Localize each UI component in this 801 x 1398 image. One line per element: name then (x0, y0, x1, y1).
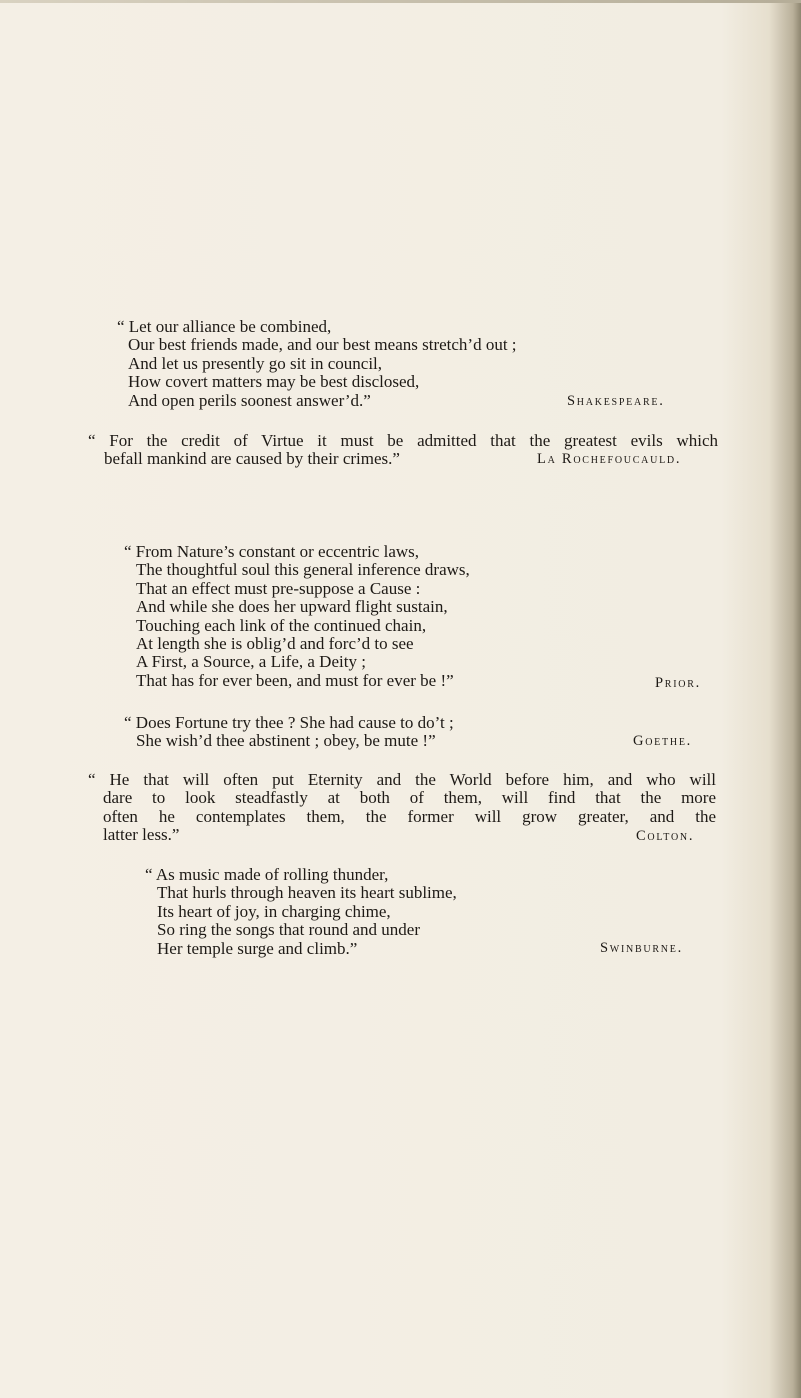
quote-line: “ Does Fortune try thee ? She had cause to do’t ; (124, 713, 454, 732)
quote-line: befall mankind are caused by their crimes.” (104, 449, 400, 469)
author-prior: Prior. (655, 675, 702, 691)
author-colton: Colton. (636, 828, 695, 844)
quote-line: “ Let our alliance be combined, (117, 317, 332, 336)
quote-line: The thoughtful soul this general inference draws, (136, 560, 470, 580)
quote-line: often he contemplates them, the former will grow greater, and the (103, 806, 716, 826)
author-shakespeare: Shakespeare. (567, 393, 665, 409)
page-top-edge (0, 0, 801, 3)
author-goethe: Goethe. (633, 733, 693, 749)
author-la-rochefoucauld: La Rochefoucauld. (537, 451, 682, 467)
quote-line: Our best friends made, and our best means stretch’d out ; (128, 335, 517, 355)
quote-colton (88, 771, 716, 845)
quote-swinburne (145, 866, 457, 958)
quote-line: And let us presently go sit in council, (128, 353, 383, 373)
author-swinburne: Swinburne. (600, 940, 683, 956)
quote-line: She wish’d thee abstinent ; obey, be mute !” (136, 731, 436, 751)
quote-line: “ For the credit of Virtue it must be admitted that the greatest evils which (88, 431, 718, 450)
quote-line: How covert matters may be best disclosed, (128, 372, 420, 392)
quote-prior (124, 543, 470, 690)
quote-goethe (124, 714, 454, 751)
quote-line: Her temple surge and climb.” (157, 938, 358, 958)
quote-line: “ As music made of rolling thunder, (145, 865, 389, 884)
quote-line: That hurls through heaven its heart sublime, (157, 883, 457, 903)
quote-line: Touching each link of the continued chain, (136, 615, 427, 635)
quote-line: That has for ever been, and must for ever be !” (136, 670, 454, 690)
quote-shakespeare (117, 318, 517, 410)
quote-line: dare to look steadfastly at both of them, will find that the more (103, 788, 716, 808)
quote-line: And while she does her upward flight sustain, (136, 597, 448, 617)
quote-line: Its heart of joy, in charging chime, (157, 901, 391, 921)
quote-line: “ From Nature’s constant or eccentric laws, (124, 542, 420, 561)
quote-line: latter less.” (103, 825, 180, 845)
quote-line: At length she is oblig’d and forc’d to see (136, 634, 414, 654)
quote-line: A First, a Source, a Life, a Deity ; (136, 652, 366, 672)
quote-line: “ He that will often put Eternity and the World before him, and who will (88, 770, 716, 789)
quote-line: And open perils soonest answer’d.” (128, 390, 371, 410)
quote-line: That an effect must pre-suppose a Cause : (136, 578, 421, 598)
quote-line: So ring the songs that round and under (157, 920, 420, 940)
